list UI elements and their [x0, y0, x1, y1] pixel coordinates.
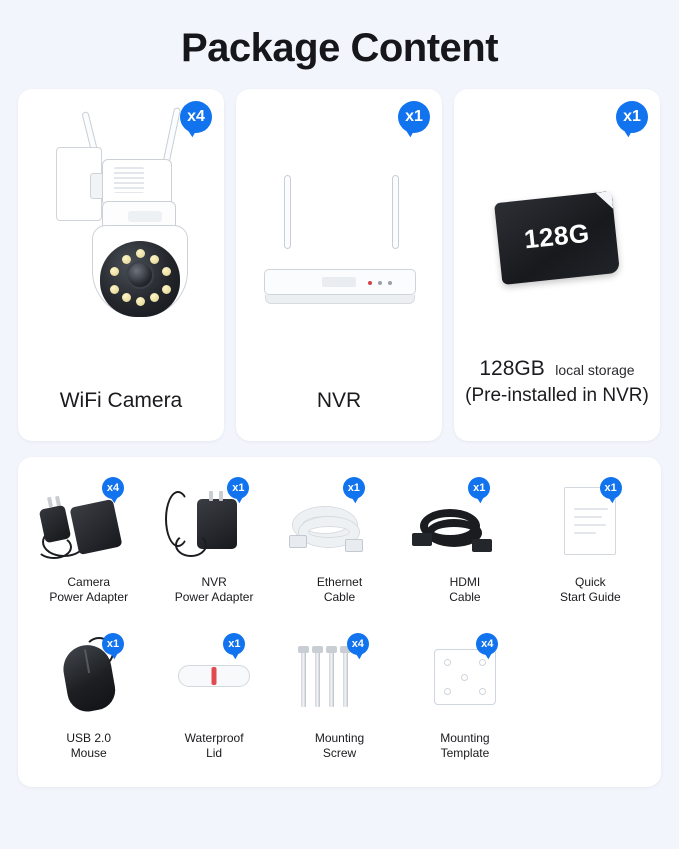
item-waterproof-lid: [151, 627, 276, 761]
quantity-badge: x1: [616, 101, 648, 133]
item-label: Camera Power Adapter: [49, 575, 129, 604]
item-camera-power-adapter: [26, 471, 151, 605]
nvr-power-adapter-icon: [151, 477, 276, 569]
quantity-badge: x4: [476, 633, 498, 655]
sd-card-capacity-label: 128G: [522, 217, 591, 255]
accessories-grid-spacer: [528, 627, 653, 761]
item-label: Mounting Screw: [314, 731, 365, 760]
quantity-badge: x1: [468, 477, 490, 499]
mounting-template-icon: [402, 633, 527, 725]
quantity-badge: x1: [227, 477, 249, 499]
item-card-nvr: [236, 89, 442, 441]
item-label: NVR Power Adapter: [174, 575, 254, 604]
item-card-wifi-camera: [18, 89, 224, 441]
item-label: Ethernet Cable: [316, 575, 363, 604]
quantity-badge: x1: [223, 633, 245, 655]
item-nvr-power-adapter: [151, 471, 276, 605]
item-mounting-screw: [277, 627, 402, 761]
item-card-sd-storage: [454, 89, 660, 441]
item-label: WiFi Camera: [59, 389, 183, 412]
item-label: HDMI Cable: [449, 575, 481, 604]
item-label-suffix: local storage: [555, 362, 635, 378]
item-label: NVR: [316, 389, 362, 412]
camera-power-adapter-icon: [26, 477, 151, 569]
waterproof-lid-icon: [151, 633, 276, 725]
item-label: Mounting Template: [440, 731, 490, 760]
item-mounting-template: [402, 627, 527, 761]
item-label: 128GB: [479, 357, 545, 380]
item-label: USB 2.0 Mouse: [66, 731, 112, 760]
item-quick-start-guide: [528, 471, 653, 605]
accessories-row-2: [26, 627, 653, 761]
item-label: Waterproof Lid: [184, 731, 244, 760]
page-title: Package Content: [180, 26, 499, 70]
hdmi-cable-icon: [402, 477, 527, 569]
quantity-badge: x4: [347, 633, 369, 655]
usb-mouse-icon: [26, 633, 151, 725]
quick-start-guide-icon: [528, 477, 653, 569]
item-label: Quick Start Guide: [559, 575, 621, 604]
accessories-card: [18, 457, 661, 787]
quantity-badge: x1: [102, 633, 124, 655]
accessories-row-1: [26, 471, 653, 605]
item-ethernet-cable: [277, 471, 402, 605]
quantity-badge: x1: [600, 477, 622, 499]
mounting-screw-icon: [277, 633, 402, 725]
quantity-badge: x4: [180, 101, 212, 133]
quantity-badge: x4: [102, 477, 124, 499]
quantity-badge: x1: [343, 477, 365, 499]
ethernet-cable-icon: [277, 477, 402, 569]
item-usb-mouse: [26, 627, 151, 761]
item-sublabel: (Pre-installed in NVR): [465, 385, 649, 406]
top-items-row: [0, 89, 679, 441]
quantity-badge: x1: [398, 101, 430, 133]
item-hdmi-cable: [402, 471, 527, 605]
